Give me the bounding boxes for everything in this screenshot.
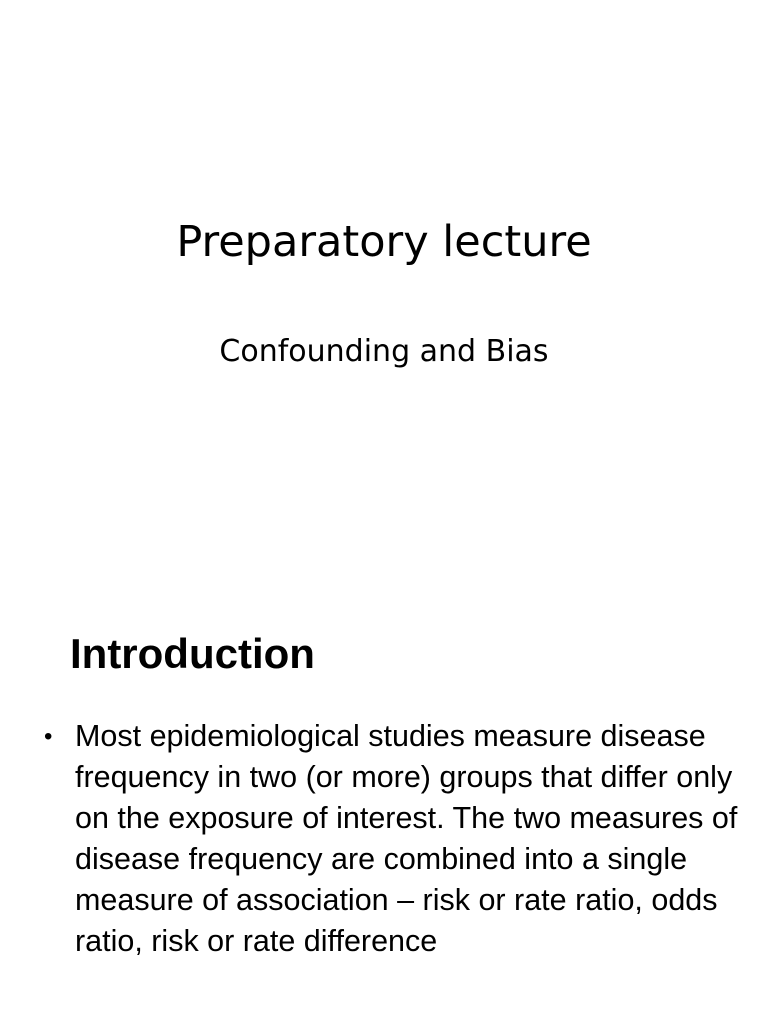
slide-title: Preparatory lecture [176,217,592,267]
bullet-list [40,716,740,962]
bullet-item [40,716,740,962]
slide-heading: Introduction [70,630,315,677]
slide-subtitle: Confounding and Bias [219,334,549,369]
content-slide [0,576,768,1024]
bullet-text: Most epidemiological studies measure disease frequency in two (or more) groups that differ only on the exposure of interest. The two measures of disease frequency are combined into a single measure of association – risk or rate ratio, odds ratio, risk or rate difference [75,719,738,958]
bullet-icon: • [44,723,53,750]
